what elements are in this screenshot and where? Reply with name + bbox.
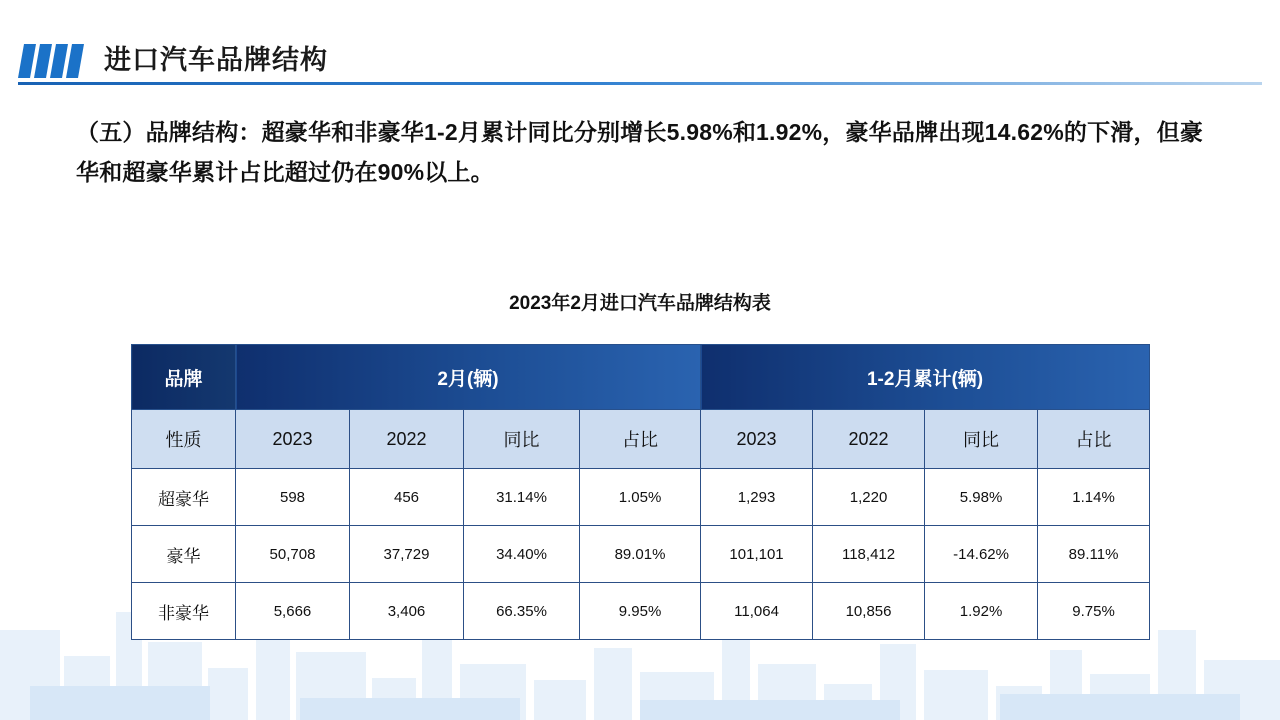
cell-c-share: 9.75% [1038,583,1150,640]
sub-header-c-share: 占比 [1038,410,1150,469]
cell-c-2022: 10,856 [813,583,925,640]
cell-m-2022: 456 [350,469,464,526]
cell-m-2023: 5,666 [236,583,350,640]
cell-m-yoy: 31.14% [464,469,580,526]
cell-m-share: 9.95% [580,583,701,640]
cell-m-2022: 37,729 [350,526,464,583]
table-row [132,526,1150,583]
page-title: 进口汽车品牌结构 [104,45,328,75]
cell-c-2023: 11,064 [701,583,813,640]
table-row [132,469,1150,526]
cell-c-share: 89.11% [1038,526,1150,583]
brand-structure-table-wrapper [131,344,1149,640]
table-sub-header-row [132,410,1150,469]
cell-m-share: 89.01% [580,526,701,583]
cell-c-2022: 118,412 [813,526,925,583]
cell-m-2023: 598 [236,469,350,526]
sub-header-m-share: 占比 [580,410,701,469]
sub-header-c-yoy: 同比 [925,410,1038,469]
table-group-header-row [132,345,1150,410]
sub-header-m-yoy: 同比 [464,410,580,469]
cell-m-yoy: 34.40% [464,526,580,583]
cell-m-2022: 3,406 [350,583,464,640]
group-header-cumulative: 1-2月累计(辆) [701,345,1150,410]
cell-c-yoy: 1.92% [925,583,1038,640]
sub-header-m-2022: 2022 [350,410,464,469]
cell-c-2023: 1,293 [701,469,813,526]
header-divider [18,82,1262,85]
sub-header-c-2023: 2023 [701,410,813,469]
group-header-month: 2月(辆) [236,345,701,410]
cell-c-yoy: -14.62% [925,526,1038,583]
cell-c-yoy: 5.98% [925,469,1038,526]
page-header [0,38,1280,86]
row-label: 豪华 [132,526,236,583]
cell-m-yoy: 66.35% [464,583,580,640]
cell-c-2022: 1,220 [813,469,925,526]
table-caption: 2023年2月进口汽车品牌结构表 [509,293,771,314]
sub-header-nature: 性质 [132,410,236,469]
cell-c-share: 1.14% [1038,469,1150,526]
lead-paragraph: （五）品牌结构：超豪华和非豪华1-2月累计同比分别增长5.98%和1.92%，豪华品牌出现14.62%的下滑，但豪华和超豪华累计占比超过仍在90%以上。 [76,119,1204,185]
cell-c-2023: 101,101 [701,526,813,583]
cell-m-share: 1.05% [580,469,701,526]
brand-structure-table [131,344,1150,640]
sub-header-c-2022: 2022 [813,410,925,469]
row-label: 超豪华 [132,469,236,526]
sub-header-m-2023: 2023 [236,410,350,469]
row-label: 非豪华 [132,583,236,640]
logo-bars-icon [18,44,86,78]
cell-m-2023: 50,708 [236,526,350,583]
table-row [132,583,1150,640]
group-header-brand: 品牌 [132,345,236,410]
